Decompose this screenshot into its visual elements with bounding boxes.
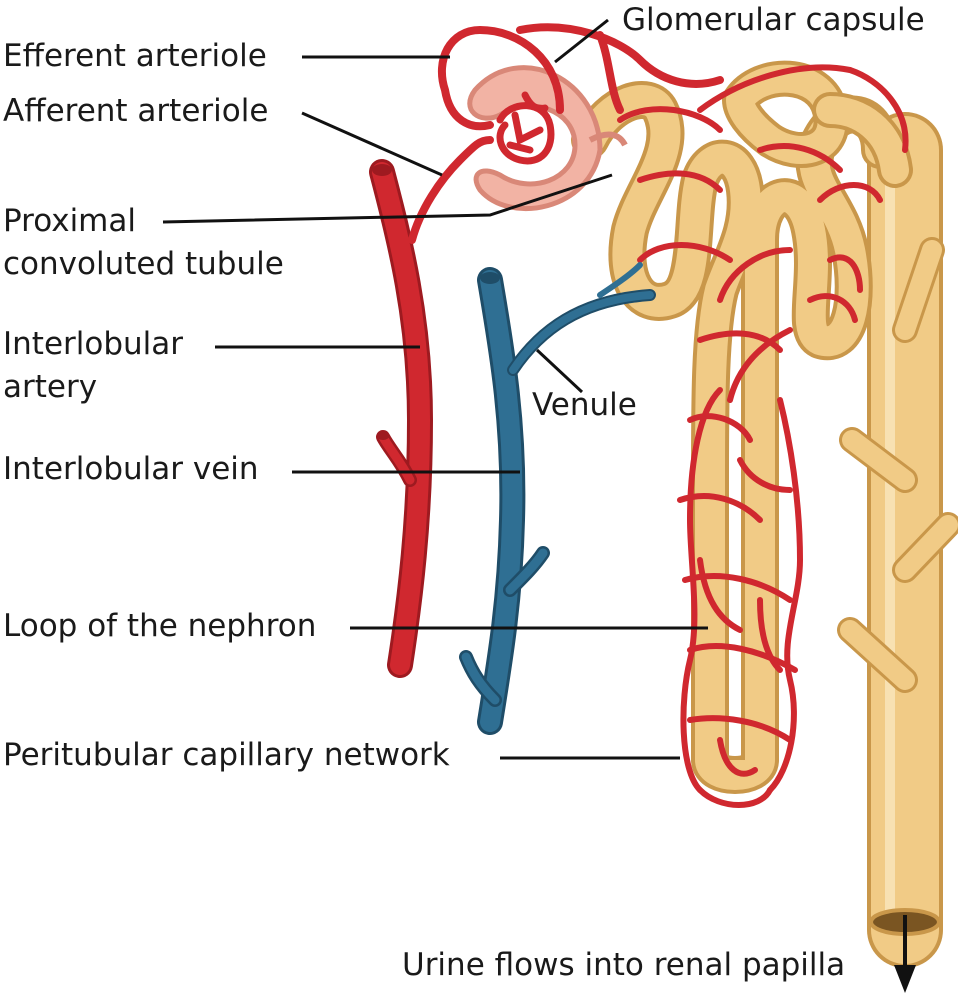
- label-peritubular-capillary-network: Peritubular capillary network: [3, 737, 450, 773]
- label-venule: Venule: [532, 387, 637, 423]
- interlobular-vein: [466, 265, 650, 722]
- label-glomerular-capsule: Glomerular capsule: [622, 2, 925, 38]
- label-loop-of-the-nephron: Loop of the nephron: [3, 608, 317, 644]
- label-efferent-arteriole: Efferent arteriole: [3, 38, 267, 74]
- label-urine-flow: Urine flows into renal papilla: [402, 947, 846, 983]
- label-afferent-arteriole: Afferent arteriole: [3, 93, 269, 129]
- label-interlobular-artery: Interlobular artery: [3, 326, 184, 406]
- interlobular-artery: [372, 140, 490, 665]
- label-proximal-convoluted-tubule: Proximal convoluted tubule: [3, 203, 284, 283]
- label-interlobular-vein: Interlobular vein: [3, 451, 259, 487]
